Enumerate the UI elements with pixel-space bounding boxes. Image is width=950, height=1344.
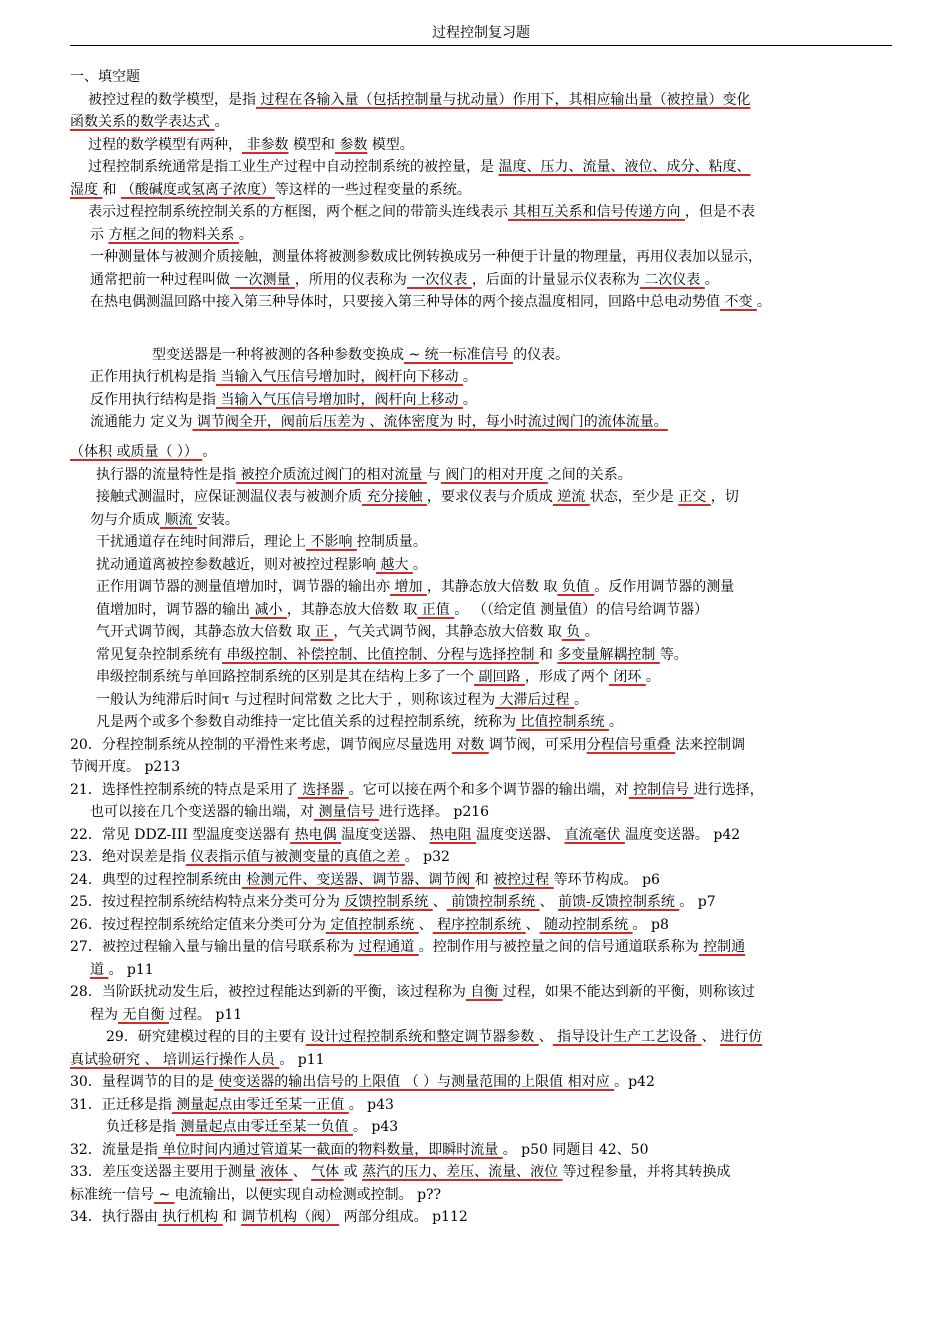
question-text: 和 bbox=[102, 181, 121, 198]
question-text: 等。 bbox=[659, 646, 688, 663]
question-text: 。 p11 bbox=[279, 1051, 325, 1068]
question-text: 。反作用调节器的测量 bbox=[594, 579, 735, 595]
question-text: 等环节构成。 p6 bbox=[553, 871, 660, 888]
text-line bbox=[70, 689, 892, 712]
question-text: 流通能力 定义为 bbox=[90, 414, 193, 430]
answer-blank: 顺流 bbox=[160, 511, 197, 528]
question-text: 25．按过程控制系统结构特点来分类可分为 bbox=[70, 894, 340, 910]
answer-blank: 阀门的相对开度 bbox=[440, 466, 548, 483]
question-list bbox=[70, 66, 892, 1229]
question-text: 32．流量是指 bbox=[70, 1141, 158, 1158]
question-text: 安装。 bbox=[196, 511, 239, 528]
question-text: 。 p7 bbox=[679, 894, 716, 910]
answer-blank: 控制通 bbox=[698, 939, 746, 955]
question-text: 的仪表。 bbox=[513, 346, 570, 363]
question-text: 、 bbox=[418, 916, 433, 933]
answer-blank: 参数 bbox=[334, 136, 368, 153]
answer-blank: 过程通道 bbox=[353, 939, 419, 955]
question-text: 执行器的流量特性是指 bbox=[96, 466, 236, 483]
text-line bbox=[70, 1094, 892, 1117]
page-title: 过程控制复习题 bbox=[70, 24, 892, 46]
answer-blank: 被控过程 bbox=[493, 871, 554, 888]
question-text: 一、填空题 bbox=[70, 69, 140, 85]
answer-blank: 过程在各输入量（包括控制量与扰动量）作用下，其相应输出量（被控量）变化 bbox=[256, 91, 751, 108]
question-text: 26．按过程控制系统给定值来分类可分为 bbox=[70, 916, 326, 933]
question-text: 。 （（给定值 测量值）的信号给调节器） bbox=[454, 601, 709, 618]
question-text: 。 p43 bbox=[348, 1096, 394, 1113]
answer-blank: ~ 统一标准信号 bbox=[404, 346, 514, 363]
question-text: 通常把前一种过程叫做 bbox=[90, 271, 230, 288]
question-text: 。 bbox=[584, 624, 599, 640]
text-line bbox=[70, 66, 892, 89]
answer-blank: ~ bbox=[154, 1186, 175, 1203]
text-line bbox=[70, 1139, 892, 1162]
question-text: ，后面的计量显示仪表称为 bbox=[471, 271, 640, 288]
question-text: 进行选择， bbox=[693, 781, 764, 798]
question-text: 温度变送器、 bbox=[341, 826, 430, 843]
answer-blank: 一次测量 bbox=[230, 271, 295, 288]
text-line bbox=[70, 1071, 892, 1094]
answer-blank: 二次仪表 bbox=[639, 271, 705, 288]
answer-blank: 负值 bbox=[557, 579, 595, 595]
question-text: 。它可以接在两个和多个调节器的输出端，对 bbox=[348, 781, 629, 798]
question-text: 勿与介质成 bbox=[90, 511, 160, 528]
text-line bbox=[70, 824, 892, 847]
question-text: 一种测量体与被测介质接触，测量体将被测参数成比例转换成另一种便于计量的物理量，再用仪表加以显示， bbox=[90, 249, 762, 265]
text-line bbox=[70, 576, 892, 599]
answer-blank: 分程信号重叠 bbox=[586, 736, 676, 753]
text-line bbox=[70, 914, 892, 937]
question-text: 。 p32 bbox=[404, 849, 450, 865]
text-line bbox=[70, 246, 892, 269]
text-line bbox=[70, 1049, 892, 1072]
question-text: 。 p11 bbox=[108, 961, 154, 978]
question-text: 29．研究建模过程的目的主要有 bbox=[106, 1029, 306, 1045]
question-text: ，其静态放大倍数 取 bbox=[426, 579, 558, 595]
answer-blank: 其相互关系和信号传递方向 bbox=[508, 204, 685, 220]
question-text: 。 bbox=[574, 691, 589, 708]
answer-blank: 方框之间的物料关系 bbox=[108, 226, 239, 243]
question-text: 模型和 bbox=[288, 136, 335, 153]
text-line bbox=[70, 1004, 892, 1027]
question-text: 。 bbox=[214, 114, 229, 130]
question-text: 。 bbox=[202, 444, 217, 460]
question-text: 。 bbox=[645, 669, 660, 685]
text-line bbox=[70, 869, 892, 892]
question-text: 。p42 bbox=[614, 1074, 655, 1090]
text-line bbox=[70, 464, 892, 487]
text-line bbox=[70, 801, 892, 824]
answer-blank: 对数 bbox=[451, 736, 489, 753]
question-text: 过程，如果不能达到新的平衡，则称该过 bbox=[502, 984, 755, 1000]
answer-blank: 进行仿 bbox=[720, 1029, 763, 1045]
answer-blank: 热电阻 bbox=[429, 826, 477, 843]
question-text: 温度变送器、 bbox=[476, 826, 565, 843]
question-text: 、 bbox=[525, 916, 540, 933]
question-text: 。 bbox=[412, 556, 427, 573]
answer-blank: 直流毫伏 bbox=[564, 826, 625, 843]
question-text: 表示过程控制系统控制关系的方框图，两个框之间的带箭头连线表示 bbox=[88, 204, 508, 220]
question-text: 27．被控过程输入量与输出量的信号联系称为 bbox=[70, 939, 354, 955]
question-text: 凡是两个或多个参数自动维持一定比值关系的过程控制系统，统称为 bbox=[96, 714, 516, 730]
answer-blank: 热电偶 bbox=[290, 826, 342, 843]
question-text: 。 p8 bbox=[632, 916, 669, 933]
text-line bbox=[70, 891, 892, 914]
text-line bbox=[70, 291, 892, 314]
text-line bbox=[70, 441, 892, 464]
question-text: 。 bbox=[608, 714, 623, 730]
text-line bbox=[70, 1116, 892, 1139]
question-text: 状态，至少是 bbox=[589, 489, 679, 505]
answer-blank: 减小 bbox=[250, 601, 287, 618]
answer-blank: 调节阀全开，阀前后压差为 、流体密度为 时，每小时流过阀门的流体流量。 bbox=[192, 414, 668, 430]
question-text: 。 bbox=[704, 271, 719, 288]
text-line bbox=[70, 314, 892, 344]
question-text: 、 bbox=[432, 894, 447, 910]
question-text: 等过程参量，并将其转换成 bbox=[562, 1164, 731, 1180]
answer-blank: 前馈控制系统 bbox=[446, 894, 540, 910]
question-text: 法来控制调 bbox=[675, 736, 746, 753]
answer-blank: 前馈-反馈控制系统 bbox=[558, 894, 680, 910]
answer-blank: 温度、压力、流量、液位、成分、粘度、 bbox=[498, 159, 751, 175]
text-line bbox=[70, 1184, 892, 1207]
answer-blank: 串级控制、补偿控制、比值控制、分程与选择控制 bbox=[222, 646, 539, 663]
answer-blank: 道 bbox=[90, 961, 109, 978]
question-text: ，其静态放大倍数 取 bbox=[286, 601, 418, 618]
question-text: 34．执行器由 bbox=[70, 1209, 158, 1225]
answer-blank: 指导设计生产工艺设备 bbox=[552, 1029, 702, 1045]
answer-blank: 蒸汽的压力、差压、流量、液位 bbox=[362, 1164, 563, 1180]
question-text: 温度变送器。 p42 bbox=[624, 826, 741, 843]
answer-blank: 执行机构 bbox=[157, 1209, 223, 1225]
question-text: 节阀开度。 p213 bbox=[70, 759, 181, 775]
answer-blank: （体积 或质量（ ）） bbox=[70, 444, 203, 460]
question-text: 在热电偶测温回路中接入第三种导体时，只要接入第三种导体的两个接点温度相同，回路中总电动势值 bbox=[90, 294, 720, 310]
answer-blank: 非参数 bbox=[242, 136, 289, 153]
question-text: 21．选择性控制系统的特点是采用了 bbox=[70, 781, 298, 798]
question-text: 。 p43 bbox=[352, 1119, 399, 1135]
question-text: 串级控制系统与单回路控制系统的区别是其在结构上多了一个 bbox=[96, 669, 474, 685]
question-text: 。控制作用与被控量之间的信号通道联系称为 bbox=[418, 939, 699, 955]
question-text: 24．典型的过程控制系统由 bbox=[70, 871, 242, 888]
question-text: 型变送器是一种将被测的各种参数变换成 bbox=[152, 346, 404, 363]
question-text: 30．量程调节的目的是 bbox=[70, 1074, 214, 1090]
text-line bbox=[70, 366, 892, 389]
question-text: ，但是不表 bbox=[684, 204, 755, 220]
text-line bbox=[70, 1206, 892, 1229]
answer-blank: 程序控制系统 bbox=[432, 916, 526, 933]
question-text: 负迁移是指 bbox=[106, 1119, 176, 1135]
question-text: 正作用执行机构是指 bbox=[90, 369, 216, 385]
answer-blank: 定值控制系统 bbox=[325, 916, 419, 933]
question-text: 31．正迁移是指 bbox=[70, 1096, 172, 1113]
question-text: 之间的关系。 bbox=[547, 466, 632, 483]
question-text: ，切 bbox=[710, 489, 739, 505]
answer-blank: 当输入气压信号增加时，阀杆向下移动 bbox=[216, 369, 463, 385]
question-text: 、 bbox=[539, 894, 559, 910]
text-line bbox=[70, 846, 892, 869]
answer-blank: 函数关系的数学表达式 bbox=[70, 114, 215, 130]
answer-blank: 正值 bbox=[417, 601, 455, 618]
text-line bbox=[70, 554, 892, 577]
question-text: 正作用调节器的测量值增加时，调节器的输出亦 bbox=[96, 579, 390, 595]
question-text: 23．绝对误差是指 bbox=[70, 849, 186, 865]
answer-blank: 气体 bbox=[311, 1164, 344, 1180]
question-text: 、 bbox=[292, 1164, 312, 1180]
question-text: 一般认为纯滞后时间τ 与过程时间常数 之比大于 ，则称该过程为 bbox=[96, 691, 496, 708]
answer-blank: 正交 bbox=[678, 489, 711, 505]
question-text: 扰动通道离被控参数越近，则对被控过程影响 bbox=[96, 556, 376, 573]
text-line bbox=[70, 156, 892, 179]
text-line bbox=[70, 89, 892, 112]
question-text: ，气关式调节阀，其静态放大倍数 取 bbox=[333, 624, 562, 640]
question-text: 标准统一信号 bbox=[70, 1186, 154, 1203]
text-line bbox=[70, 621, 892, 644]
answer-blank: 测量信号 bbox=[314, 804, 379, 820]
text-line bbox=[70, 711, 892, 734]
answer-blank: 反馈控制系统 bbox=[339, 894, 433, 910]
text-line bbox=[70, 344, 892, 367]
question-text: 调节阀，可采用 bbox=[488, 736, 587, 753]
answer-blank: 控制信号 bbox=[628, 781, 694, 798]
answer-blank: 负 bbox=[561, 624, 585, 640]
question-text: 。 bbox=[462, 391, 477, 408]
answer-blank: 逆流 bbox=[552, 489, 590, 505]
answer-blank: 液体 bbox=[255, 1164, 293, 1180]
answer-blank: 充分接触 bbox=[362, 489, 427, 505]
question-text: 22．常见 DDZ-III 型温度变送器有 bbox=[70, 826, 291, 843]
question-text: 和 bbox=[222, 1209, 242, 1225]
question-text: 、 bbox=[701, 1029, 721, 1045]
answer-blank: 闭环 bbox=[608, 669, 646, 685]
question-text: 过程的数学模型有两种， bbox=[88, 136, 242, 153]
text-line bbox=[70, 201, 892, 224]
text-line bbox=[70, 599, 892, 622]
answer-blank: 使变送器的输出信号的上限值 （ ）与测量范围的上限值 相对应 bbox=[213, 1074, 615, 1090]
text-line bbox=[70, 389, 892, 412]
answer-blank: 越大 bbox=[376, 556, 413, 573]
answer-blank: 单位时间内通过管道某一截面的物料数量，即瞬时流量 bbox=[157, 1141, 503, 1158]
answer-blank: 一次仪表 bbox=[406, 271, 472, 288]
question-text: 等这样的一些过程变量的系统。 bbox=[274, 181, 471, 198]
question-text: 干扰通道存在纯时间滞后，理论上 bbox=[96, 534, 306, 550]
question-text: 和 bbox=[474, 871, 494, 888]
question-text: 控制质量。 bbox=[356, 534, 427, 550]
text-line bbox=[70, 134, 892, 157]
answer-blank: 不影响 bbox=[306, 534, 357, 550]
answer-blank: 选择器 bbox=[297, 781, 349, 798]
question-text: 28．当阶跃扰动发生后，被控过程能达到新的平衡，该过程称为 bbox=[70, 984, 466, 1000]
answer-blank: 检测元件、变送器、调节器、调节阀 bbox=[241, 871, 475, 888]
question-text: 也可以接在几个变送器的输出端，对 bbox=[90, 804, 314, 820]
answer-blank: 大滞后过程 bbox=[495, 691, 575, 708]
answer-blank: 仪表指示值与被测变量的真值之差 bbox=[185, 849, 405, 865]
text-line bbox=[70, 936, 892, 959]
answer-blank: 调节机构（阀） bbox=[241, 1209, 340, 1225]
answer-blank: 被控介质流过阀门的相对流量 bbox=[236, 466, 427, 483]
question-text: 和 bbox=[538, 646, 558, 663]
question-text: 20．分程控制系统从控制的平滑性来考虑，调节阀应尽量选用 bbox=[70, 736, 452, 753]
question-text: 过程。 p11 bbox=[168, 1006, 243, 1023]
text-line bbox=[70, 981, 892, 1004]
question-text: 示 bbox=[90, 226, 109, 243]
answer-blank: 设计过程控制系统和整定调节器参数 bbox=[305, 1029, 539, 1045]
text-line bbox=[70, 1026, 892, 1049]
text-line bbox=[70, 509, 892, 532]
question-text: 被控过程的数学模型，是指 bbox=[88, 91, 256, 108]
question-text: 。 bbox=[462, 369, 477, 385]
answer-blank: 真试验研究 、 培训运行操作人员 bbox=[70, 1051, 280, 1068]
answer-blank: 测量起点由零迁至某一负值 bbox=[176, 1119, 353, 1135]
question-text: 电流输出，以便实现自动检测或控制。 p?? bbox=[174, 1186, 442, 1203]
question-text: 。 bbox=[756, 294, 771, 310]
answer-blank: 无自衡 bbox=[118, 1006, 169, 1023]
text-line bbox=[70, 756, 892, 779]
answer-blank: 副回路 bbox=[474, 669, 525, 685]
text-line bbox=[70, 1161, 892, 1184]
question-text: 程为 bbox=[90, 1006, 118, 1023]
answer-blank: 湿度 bbox=[70, 181, 103, 198]
answer-blank: 比值控制系统 bbox=[516, 714, 609, 730]
question-text: 进行选择。 p216 bbox=[378, 804, 490, 820]
question-text: ，所用的仪表称为 bbox=[294, 271, 407, 288]
text-line bbox=[70, 111, 892, 134]
answer-blank: 正 bbox=[310, 624, 334, 640]
question-text: 两部分组成。 p112 bbox=[339, 1209, 468, 1225]
answer-blank: 当输入气压信号增加时，阀杆向上移动 bbox=[216, 391, 463, 408]
answer-blank: 多变量解耦控制 bbox=[557, 646, 660, 663]
question-text: 接触式测温时，应保证测温仪表与被测介质 bbox=[96, 489, 362, 505]
text-line bbox=[70, 531, 892, 554]
text-line bbox=[70, 179, 892, 202]
question-text: 常见复杂控制系统有 bbox=[96, 646, 222, 663]
text-line bbox=[70, 666, 892, 689]
question-text: 与 bbox=[426, 466, 441, 483]
text-line bbox=[70, 959, 892, 982]
text-line bbox=[70, 644, 892, 667]
question-text: 模型。 bbox=[367, 136, 414, 153]
question-text: 值增加时，调节器的输出 bbox=[96, 601, 250, 618]
question-text: 气开式调节阀，其静态放大倍数 取 bbox=[96, 624, 311, 640]
answer-blank: 测量起点由零迁至某一正值 bbox=[171, 1096, 349, 1113]
answer-blank: 增加 bbox=[390, 579, 427, 595]
question-text: 33．差压变送器主要用于测量 bbox=[70, 1164, 256, 1180]
answer-blank: 不变 bbox=[720, 294, 757, 310]
question-text: ，要求仪表与介质成 bbox=[426, 489, 553, 505]
question-text: ，形成了两个 bbox=[524, 669, 609, 685]
question-text: 、 bbox=[538, 1029, 553, 1045]
answer-blank: 随动控制系统 bbox=[539, 916, 633, 933]
text-line bbox=[70, 734, 892, 757]
question-text: 或 bbox=[343, 1164, 363, 1180]
text-line bbox=[70, 269, 892, 292]
answer-blank: 自衡 bbox=[465, 984, 503, 1000]
question-text: 。 p50 同题目 42、50 bbox=[502, 1141, 649, 1158]
text-line bbox=[70, 779, 892, 802]
question-text: 过程控制系统通常是指工业生产过程中自动控制系统的被控量，是 bbox=[88, 159, 499, 175]
text-line bbox=[70, 224, 892, 247]
text-line bbox=[70, 411, 892, 441]
answer-blank: （酸碱度或氢离子浓度） bbox=[120, 181, 275, 198]
question-text: 反作用执行结构是指 bbox=[90, 391, 216, 408]
question-text: 。 bbox=[238, 226, 253, 243]
text-line bbox=[70, 486, 892, 509]
